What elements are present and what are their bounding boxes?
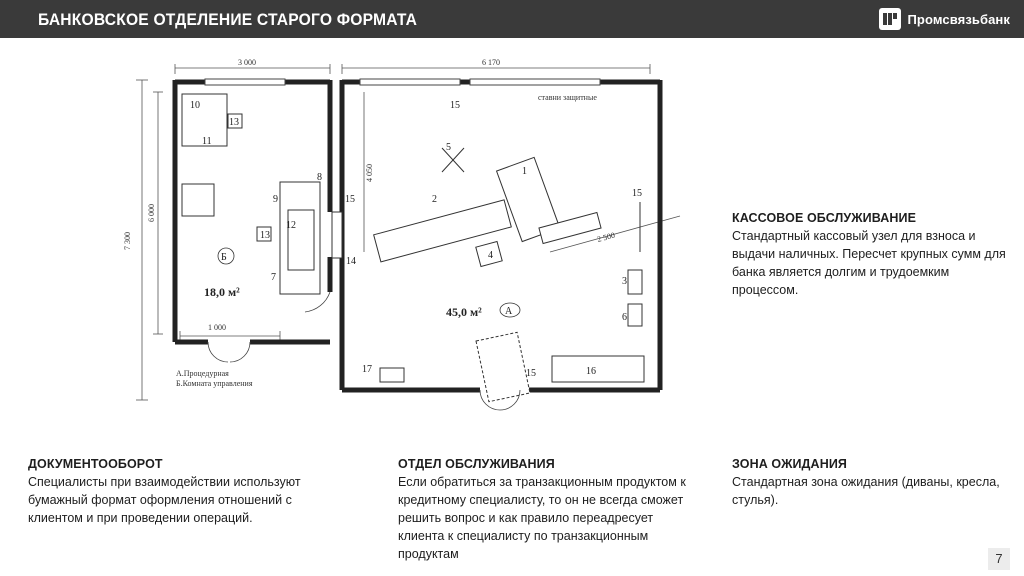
brand-logo — [879, 8, 1010, 30]
section-cash-text: Стандартный кассовый узел для взноса и выдачи наличных. Пересчет крупных сумм для банка является долгим и трудоемким процессом. — [732, 229, 1006, 297]
plan-label-10: 10 — [190, 100, 200, 111]
plan-label-15b: 15 — [345, 194, 355, 205]
dim-left-outer: 7 300 — [123, 232, 132, 250]
section-docs-title: ДОКУМЕНТООБОРОТ — [28, 457, 163, 471]
header-bar — [0, 0, 1024, 38]
plan-label-1: 1 — [522, 166, 527, 177]
dim-middle: 4 050 — [365, 164, 374, 182]
room-a-letter: А — [505, 306, 513, 317]
plan-label-5: 5 — [446, 142, 451, 153]
section-docs — [28, 455, 348, 527]
section-waiting-text: Стандартная зона ожидания (диваны, кресла, стулья). — [732, 475, 1000, 507]
plan-label-4: 4 — [488, 250, 493, 261]
page-number: 7 — [988, 548, 1010, 570]
plan-label-8: 8 — [317, 172, 322, 183]
legend-item-a: А.Процедурная — [176, 369, 229, 378]
dim-bottom: 1 000 — [208, 323, 226, 332]
plan-label-12: 12 — [286, 220, 296, 231]
room-b-area: 18,0 м² — [204, 285, 240, 299]
brand-name: Промсвязьбанк — [907, 11, 1010, 27]
plan-label-13b: 13 — [260, 230, 270, 241]
dim-top-left: 3 000 — [238, 58, 256, 67]
dim-diagonal: 2 500 — [596, 230, 616, 244]
page-title: БАНКОВСКОЕ ОТДЕЛЕНИЕ СТАРОГО ФОРМАТА — [38, 10, 418, 29]
plan-label-7: 7 — [271, 272, 276, 283]
dim-left-inner: 6 000 — [147, 204, 156, 222]
room-b-furniture — [182, 94, 342, 294]
legend-item-b: Б.Комната управления — [176, 379, 253, 388]
room-a-area: 45,0 м² — [446, 305, 482, 319]
plan-label-9: 9 — [273, 194, 278, 205]
windows — [205, 79, 600, 85]
plan-label-14: 14 — [346, 256, 356, 267]
plan-label-15d: 15 — [526, 368, 536, 379]
plan-label-16: 16 — [586, 366, 596, 377]
floor-plan — [120, 52, 700, 412]
plan-label-11: 11 — [202, 136, 212, 147]
section-service — [398, 455, 698, 563]
section-cash-title: КАССОВОЕ ОБСЛУЖИВАНИЕ — [732, 211, 917, 225]
plan-label-3: 3 — [622, 276, 627, 287]
section-waiting-title: ЗОНА ОЖИДАНИЯ — [732, 457, 847, 471]
plan-label-15a: 15 — [450, 100, 460, 111]
room-b-letter: Б — [221, 252, 227, 263]
section-service-title: ОТДЕЛ ОБСЛУЖИВАНИЯ — [398, 457, 555, 471]
plan-label-6: 6 — [622, 312, 627, 323]
plan-label-13a: 13 — [229, 117, 239, 128]
dim-top-right: 6 170 — [482, 58, 500, 67]
section-service-text: Если обратиться за транзакционным продуктом к кредитному специалисту, то он не всегда сможет решить вопрос и как правило переадресует клиента к специалисту по транзакционным продуктам — [398, 475, 686, 561]
section-cash — [732, 209, 1010, 299]
section-docs-text: Специалисты при взаимодействии используют бумажный формат оформления отношений с клиентом и при проведении операций. — [28, 475, 301, 525]
plan-label-17: 17 — [362, 364, 372, 375]
window-note: ставни защитные — [538, 93, 597, 102]
room-a-furniture — [374, 148, 644, 402]
section-waiting — [732, 455, 1002, 509]
plan-label-2: 2 — [432, 194, 437, 205]
psb-logo-icon — [879, 8, 901, 30]
plan-label-15c: 15 — [632, 188, 642, 199]
